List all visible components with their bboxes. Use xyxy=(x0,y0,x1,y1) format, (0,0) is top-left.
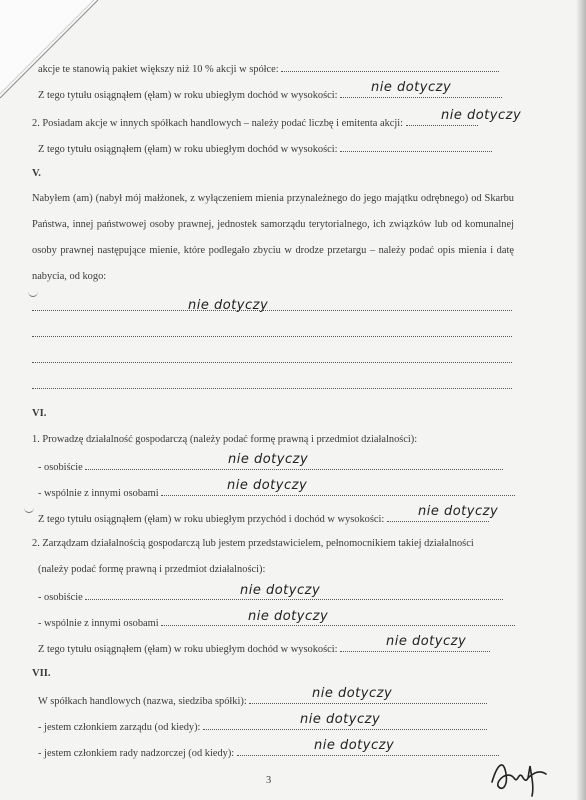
handwritten-answer: nie dotyczy xyxy=(188,298,269,313)
signature xyxy=(488,752,550,798)
line-managing-form: (należy podać formę prawną i przedmiot działalności): xyxy=(38,564,266,575)
punch-mark xyxy=(28,286,38,297)
line-jointly-2: - wspólnie z innymi osobami xyxy=(38,616,515,629)
handwritten-answer: nie dotyczy xyxy=(240,583,321,598)
line-commercial-companies: W spółkach handlowych (nazwa, siedziba spółki): xyxy=(38,694,487,707)
scan-edge-shadow xyxy=(576,0,586,800)
handwritten-answer: nie dotyczy xyxy=(371,80,452,95)
line-jointly: - wspólnie z innymi osobami xyxy=(38,486,515,499)
line-shares-other: 2. Posiadam akcje w innych spółkach handlowych – należy podać liczbę i emitenta akcji: xyxy=(32,116,478,129)
answer-line xyxy=(32,362,512,363)
line-personally: - osobiście xyxy=(38,460,503,473)
line-board-member: - jestem członkiem zarządu (od kiedy): xyxy=(38,720,487,733)
line-revenue-income: Z tego tytułu osiągnąłem (ęłam) w roku ubiegłym przychód i dochód w wysokości: xyxy=(38,512,489,525)
line-income-2: Z tego tytułu osiągnąłem (ęłam) w roku ubiegłym dochód w wysokości: xyxy=(38,142,492,155)
handwritten-answer: nie dotyczy xyxy=(418,504,499,519)
page-number: 3 xyxy=(266,775,272,786)
handwritten-answer: nie dotyczy xyxy=(300,712,381,727)
handwritten-answer: nie dotyczy xyxy=(314,738,395,753)
punch-mark xyxy=(24,502,34,513)
line-share-package: akcje te stanowią pakiet większy niż 10 % akcji w spółce: xyxy=(38,62,499,75)
section-vii-heading: VII. xyxy=(32,668,51,679)
answer-line xyxy=(32,388,512,389)
handwritten-answer: nie dotyczy xyxy=(312,686,393,701)
handwritten-answer: nie dotyczy xyxy=(441,108,522,123)
answer-line xyxy=(32,310,512,311)
line-business-activity: 1. Prowadzę działalność gospodarczą (należy podać formę prawną i przedmiot działalności): xyxy=(32,434,418,445)
handwritten-answer: nie dotyczy xyxy=(386,634,467,649)
line-managing: 2. Zarządzam działalnością gospodarczą lub jestem przedstawicielem, pełnomocnikiem takiej działalności xyxy=(32,538,474,549)
line-personally-2: - osobiście xyxy=(38,590,503,603)
answer-line xyxy=(32,336,512,337)
section-v-paragraph: Nabyłem (am) (nabył mój małżonek, z wyłączeniem mienia przynależnego do jego majątku odrębnego) od Skarbu Państwa, innej państwowej osoby prawnej, jednostek samorządu terytorialnego, ich związków lub od komunalnej osoby prawnej następujące mienie, które podlegało zbyciu w drodze przetargu – należy podać opis mienia i datę nabycia, od kogo: xyxy=(32,193,514,282)
line-income-1: Z tego tytułu osiągnąłem (ęłam) w roku ubiegłym dochód w wysokości: xyxy=(38,88,502,101)
line-supervisory-board: - jestem członkiem rady nadzorczej (od kiedy): xyxy=(38,746,499,759)
section-vi-heading: VI. xyxy=(32,408,47,419)
line-income-3: Z tego tytułu osiągnąłem (ęłam) w roku ubiegłym dochód w wysokości: xyxy=(38,642,490,655)
handwritten-answer: nie dotyczy xyxy=(248,609,329,624)
handwritten-answer: nie dotyczy xyxy=(228,452,309,467)
handwritten-answer: nie dotyczy xyxy=(227,478,308,493)
section-v-heading: V. xyxy=(32,168,41,179)
